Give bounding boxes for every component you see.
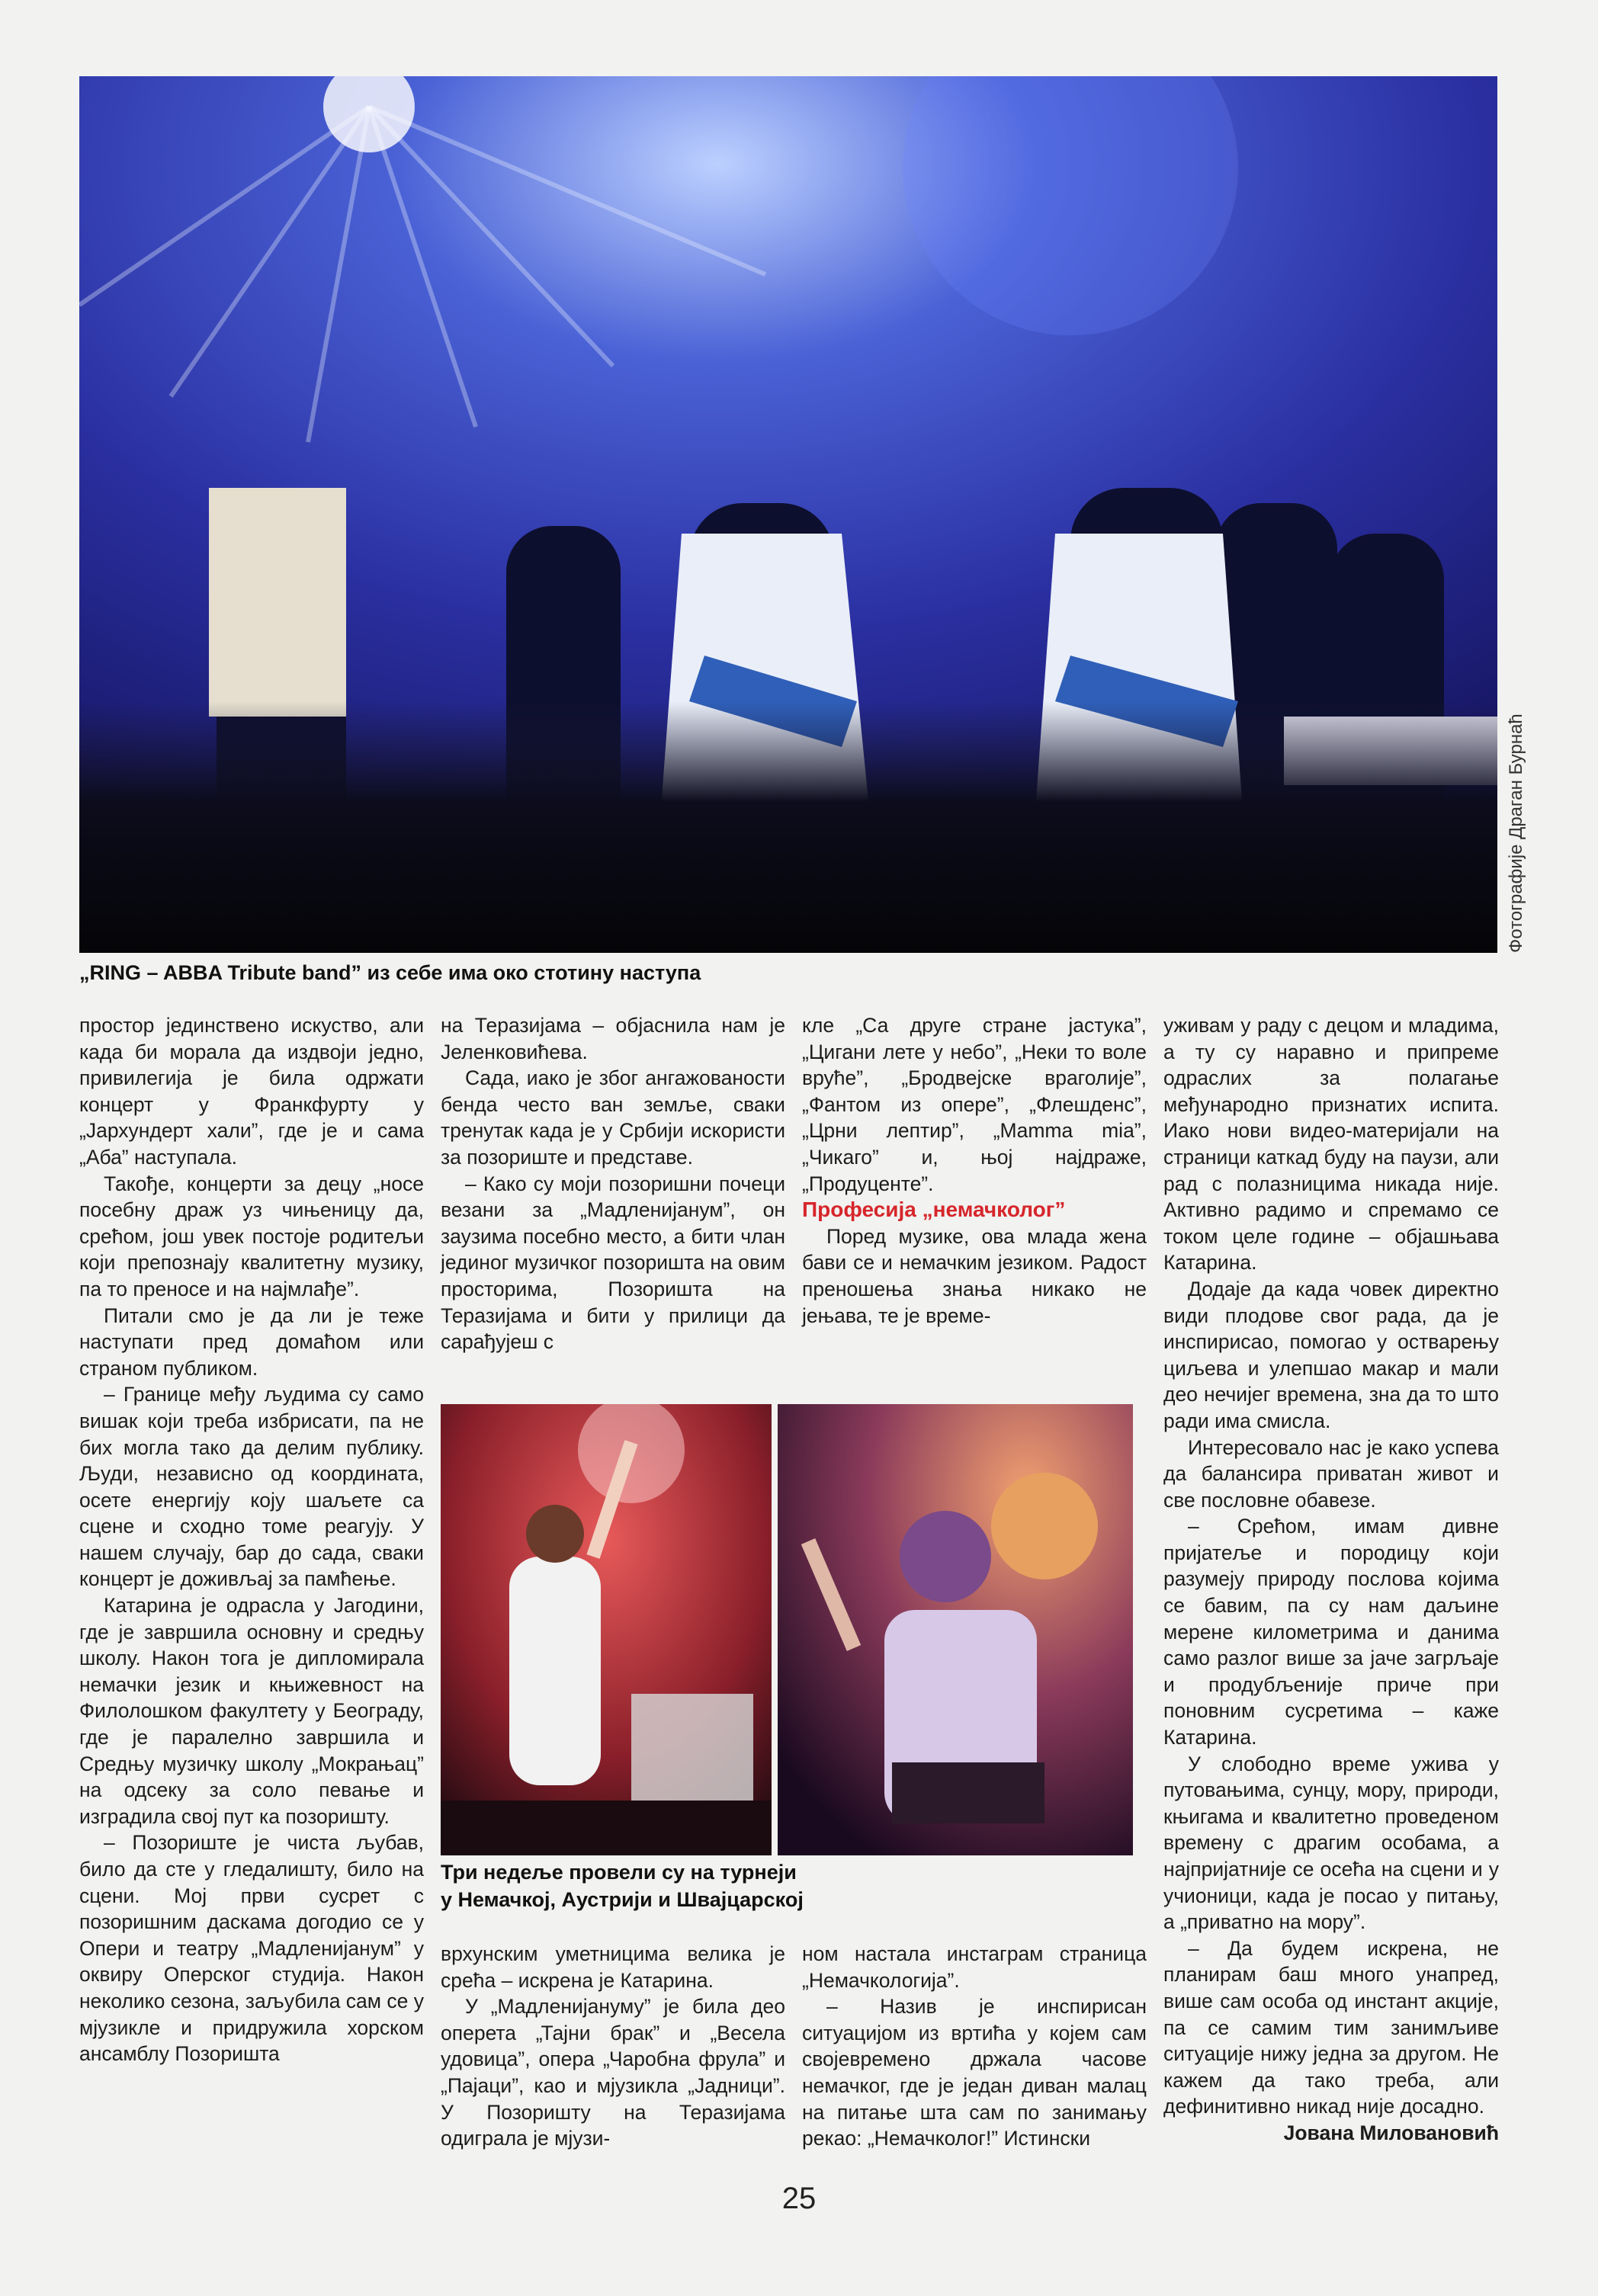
- paragraph: врхунским уметницима велика је срећа – искрена је Катарина.: [441, 1942, 785, 1992]
- column-4: [1163, 1012, 1499, 2156]
- hero-caption: „RING – ABBA Tribute band” из себе има око стотину наступа: [79, 961, 701, 984]
- paragraph: У „Мадленијануму” је била део оперета „Тајни брак” и „Весела удовица”, опера „Чаробна фрула” и „Пајаци”, као и мјузикла „Јадници”. У Позоришту на Теразијама одиграла је мјузи-: [441, 1995, 785, 2150]
- paragraph: Поред музике, ова млада жена бави се и немачким језиком. Радост преношења знања никако не јењава, те је време-: [802, 1224, 1147, 1327]
- inset-caption: [441, 1858, 1133, 1913]
- paragraph: – Позориште је чиста љубав, било да сте у гледалишту, било на сцени. Мој први сусрет с позоришним даскама догодио се у Опери и театру „Мадленијанум” у оквиру Оперског студија. Након неколико сезона, заљубила сам се у мјузикле и придружила хорском ансамблу Позоришта: [79, 1831, 424, 2066]
- paragraph: Питали смо је да ли је теже наступати пред домаћом или страном публиком.: [79, 1304, 424, 1380]
- subheading: Професија „немачколог”: [802, 1198, 1066, 1222]
- paragraph: – Да будем искрена, не планирам баш много унапред, више сам особа од инстант акције, па се самим тим занимљиве ситуације нижу једна за другом. Не кажем да тако треба, али дефинитивно никад није досадно.: [1163, 1936, 1499, 2118]
- paragraph: уживам у раду с децом и младима, а ту су наравно и припреме одраслих за полагање међународно признатих испита. Иако нови видео-материјали на страници каткад буду на паузи, али рад с полазницима никада није. Активно радимо и спремамо се током целе године – објашњава Катарина.: [1163, 1014, 1499, 1275]
- paragraph: – Како су моји позоришни почеци везани за „Мадленијанум”, он заузима посебно место, а бити члан јединог музичког позоришта на овим просторима, Позоришта на Теразијама и бити у прилици да сарађујеш с: [441, 1172, 785, 1354]
- paragraph: – Границе међу људима су само вишак који треба избрисати, па не бих могла тако да делим публику. Људи, независно од координата, осете енергију коју шаљете са сцене и сходно томе реагују. У нашем случају, бар до сада, сваки концерт је доживљај за памћење.: [79, 1383, 424, 1591]
- paragraph: ном настала инстаграм страница „Немачкологија”.: [802, 1942, 1147, 1992]
- paragraph: кле „Са друге стране јастука”, „Цигани лете у небо”, „Неки то воле вруће”, „Бродвејске враголије”, „Фантом из опере”, „Флешденс”, „Црни лептир”, „Mamma mia”, „Чикаго” и, њој најдраже, „Продуценте”.: [802, 1014, 1147, 1195]
- paragraph: – Срећом, имам дивне пријатеље и породицу који разумеју природу послова којима се бавим, па су нам даљине мерене километрима и данима само разлог више за јаче загрљаје и продубљеније приче при поновним сусретима – каже Катарина.: [1163, 1515, 1499, 1749]
- column-2-top: [441, 1012, 785, 1393]
- paragraph: У слободно време ужива у путовањима, сунцу, мору, природи, књигама и квалитетно проведеном времену с драгим особама, а најпријатније се осећа на сцени и у учионици, када је посао у питању, а „приватно на мору”.: [1163, 1752, 1499, 1934]
- paragraph: простор јединствено искуство, али када би морала да издвоји једно, привилегија је била одржати концерт у Франкфурту у „Јархундерт хали”, где је и сама „Аба” наступала.: [79, 1014, 424, 1169]
- paragraph: – Назив је инспирисан ситуацијом из вртића у којем сам својевремено држала часове немачког, где је један диван малац на питање шта сам по занимању рекао: „Немачколог!” Истински: [802, 1995, 1147, 2150]
- inset-caption-line-1: Три недеље провели су на турнеји: [441, 1861, 797, 1884]
- inset-caption-line-2: у Немачкој, Аустрији и Швајцарској: [441, 1888, 804, 1911]
- paragraph: на Теразијама – објаснила нам је Јеленковићева.: [441, 1014, 785, 1063]
- hero-photo: [79, 76, 1497, 953]
- column-1: [79, 1012, 424, 2156]
- photo-credit: Фотографије Драган Бурнаћ: [1506, 713, 1526, 953]
- paragraph: Сада, иако је због ангажованости бенда често ван земље, сваки тренутак када је у Србији искористи за позориште и представе.: [441, 1066, 785, 1169]
- column-3-bottom: [802, 1941, 1147, 2169]
- paragraph: Катарина је одрасла у Јагодини, где је завршила основну и средњу школу. Након тога је дипломирала немачки језик и књижевност на Филолошком факултету у Београду, где је паралелно завршила и Средњу музичку школу „Мокрањац” на одсеку за соло певање и изградила свој пут ка позоришту.: [79, 1594, 424, 1828]
- inset-photo-left: [441, 1404, 772, 1855]
- author-name: Јована Миловановић: [1283, 2121, 1499, 2144]
- page-number: 25: [781, 2182, 817, 2215]
- inset-photo-right: [778, 1404, 1133, 1855]
- column-2-bottom: [441, 1941, 785, 2169]
- paragraph: Додаје да када човек директно види плодове свог рада, да је инспирисао, помогао у остварењу циљева и улепшао макар и мали део нечијег времена, зна да то што ради има смисла.: [1163, 1277, 1499, 1432]
- column-3-top: [802, 1012, 1147, 1393]
- paragraph: Такође, концерти за децу „носе посебну драж уз чињеницу да, срећом, још увек постоје родитељи који препознају квалитетну музику, па то преносе и на најмлађе”.: [79, 1172, 424, 1300]
- paragraph: Интересовало нас је како успева да балансира приватан живот и све пословне обавезе.: [1163, 1435, 1499, 1512]
